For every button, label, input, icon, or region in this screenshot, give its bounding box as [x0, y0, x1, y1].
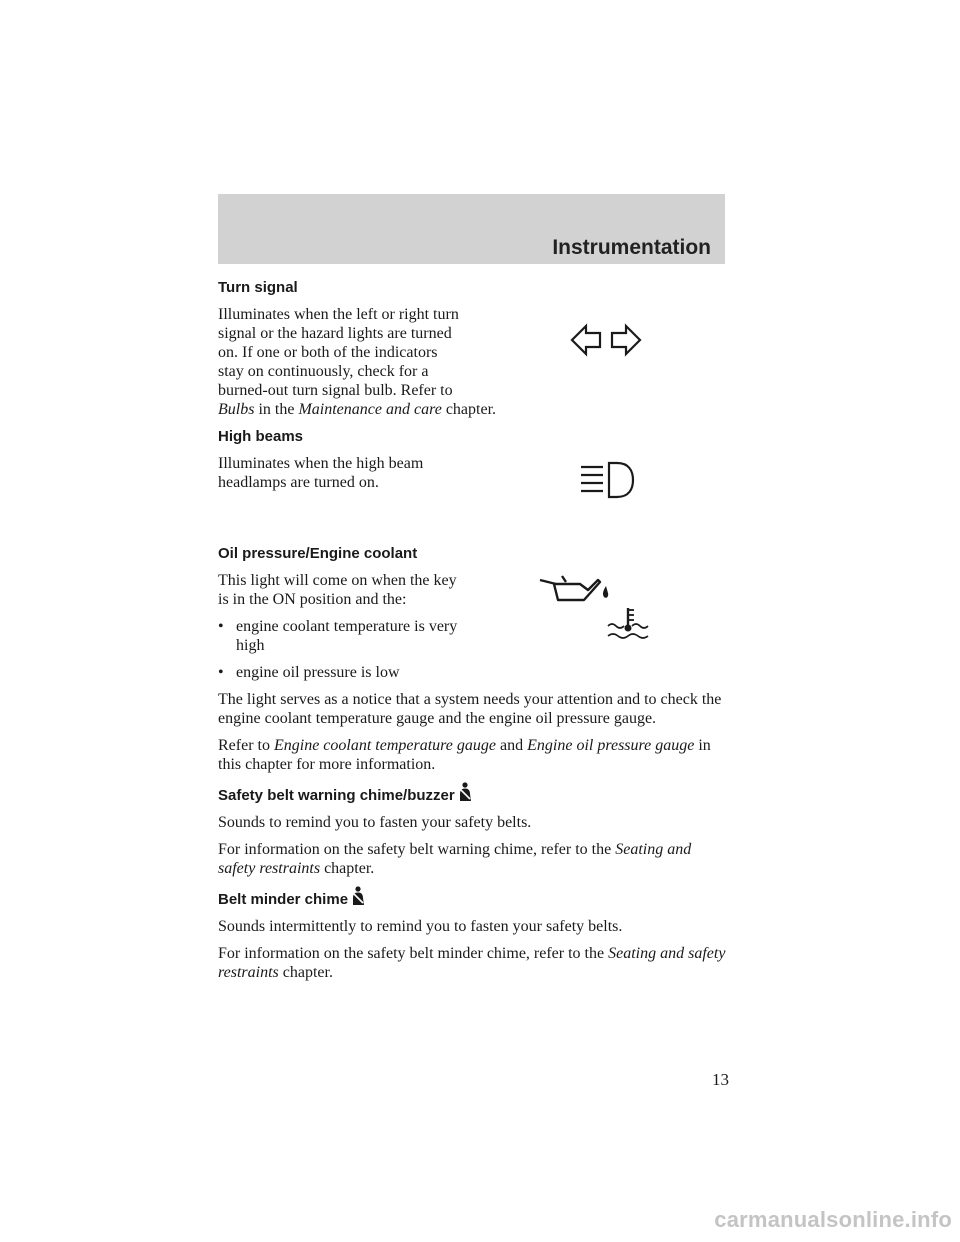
bullet-text: engine oil pressure is low: [236, 664, 400, 681]
turn-signal-description: Illuminates when the left or right turn signal or the hazard lights are turned on. If one or both of the indicators stay on continuously, check for a burned-out turn signal bulb. Refer to: [218, 306, 459, 399]
heading-safety-belt: Safety belt warning chime/buzzer: [218, 782, 728, 805]
chapter-header-band: [218, 194, 725, 264]
page-number: 13: [712, 1070, 729, 1089]
ref-end: chapter.: [441, 401, 497, 418]
seatbelt-icon: [457, 782, 473, 802]
ref-maintenance-care: Maintenance and care: [294, 401, 442, 418]
page-content: [218, 278, 728, 990]
section-turn-signal: [218, 278, 728, 419]
seatbelt-icon: [350, 886, 366, 906]
oil-coolant-notice: The light serves as a notice that a system needs your attention and to check the engine coolant temperature gauge and the engine oil pressure gauge.: [218, 691, 722, 727]
oil-coolant-refer: Refer to Engine coolant temperature gauge and Engine oil pressure gauge in this chapter for more information.: [218, 737, 711, 773]
bullet-text: engine coolant temperature is very high: [236, 618, 458, 654]
ref-oil-gauge: Engine oil pressure gauge: [527, 737, 695, 754]
turn-signal-arrows-icon: [570, 322, 642, 358]
ref-coolant-gauge: Engine coolant temperature gauge: [273, 737, 497, 754]
chapter-title: Instrumentation: [552, 236, 711, 259]
watermark: carmanualsonline.info: [714, 1207, 952, 1232]
section-oil-coolant: [218, 544, 728, 774]
heading-high-beams: High beams: [218, 428, 304, 445]
section-belt-minder: [218, 886, 728, 982]
coolant-thermometer-icon: [604, 606, 652, 640]
ref-seating-restraints: Seating and safety restraints: [218, 945, 726, 981]
oil-can-icon: [536, 572, 612, 606]
bullet-item: • engine coolant temperature is very high: [218, 617, 466, 655]
ref-bulbs: Bulbs: [218, 401, 255, 418]
belt-minder-info: For information on the safety belt minder chime, refer to the Seating and safety restraints chapter.: [218, 945, 726, 981]
high-beams-text: Illuminates when the high beam headlamps are turned on.: [218, 455, 424, 491]
oil-coolant-intro: This light will come on when the key is in the ON position and the:: [218, 572, 457, 608]
high-beam-icon: [579, 461, 635, 501]
heading-belt-minder: Belt minder chime: [218, 886, 728, 909]
section-high-beams: [218, 427, 728, 492]
safety-belt-info: For information on the safety belt warning chime, refer to the Seating and safety restraints chapter.: [218, 841, 692, 877]
belt-minder-text: Sounds intermittently to remind you to fasten your safety belts.: [218, 918, 623, 935]
heading-oil-coolant: Oil pressure/Engine coolant: [218, 545, 418, 562]
ref-seating-restraints: Seating and safety restraints: [218, 841, 692, 877]
ref-connector: in the: [254, 401, 295, 418]
turn-signal-text: [218, 305, 728, 419]
heading-turn-signal: Turn signal: [218, 279, 298, 296]
safety-belt-text: Sounds to remind you to fasten your safety belts.: [218, 814, 532, 831]
bullet-item: • engine oil pressure is low: [218, 664, 400, 681]
section-safety-belt: [218, 782, 728, 878]
